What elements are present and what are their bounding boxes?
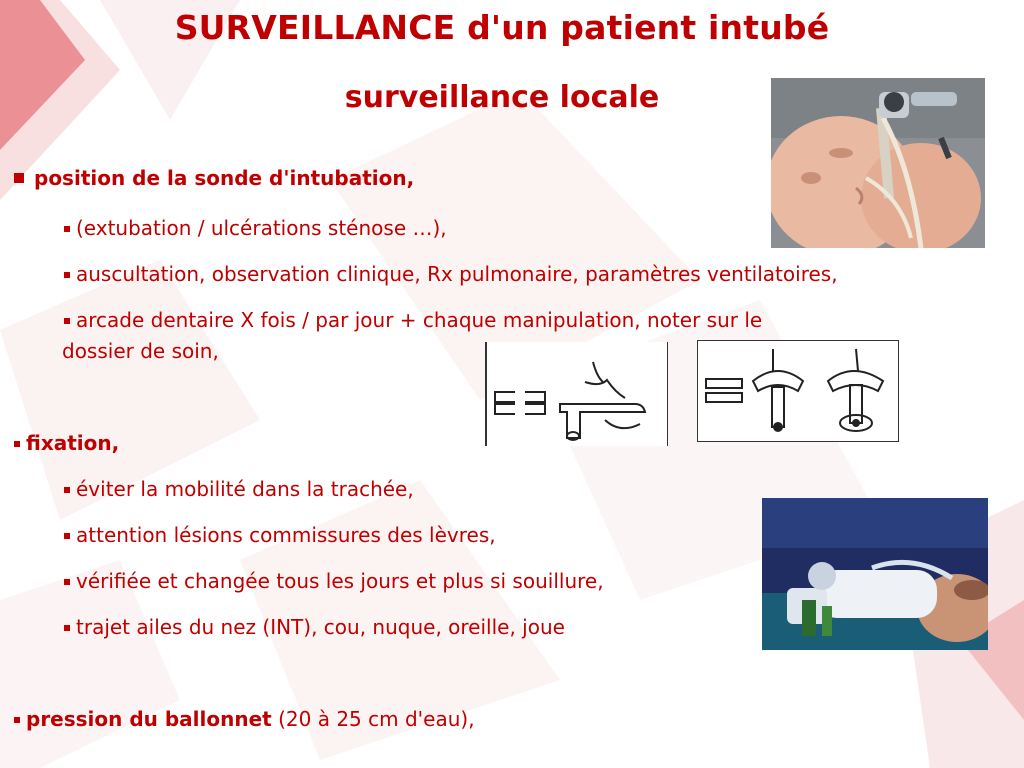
- list-item: vérifiée et changée tous les jours et plus si souillure,: [64, 567, 604, 595]
- section-heading-position: position de la sonde d'intubation,: [14, 164, 414, 192]
- fixation-diagram-lips: [485, 342, 668, 446]
- square-bullet-icon: [64, 533, 70, 539]
- square-bullet-icon: [64, 272, 70, 278]
- square-bullet-icon: [14, 717, 20, 723]
- square-bullet-icon: [64, 579, 70, 585]
- list-item: éviter la mobilité dans la trachée,: [64, 475, 414, 503]
- list-item-continuation: dossier de soin,: [62, 339, 219, 363]
- list-item: trajet ailes du nez (INT), cou, nuque, oreille, joue: [64, 613, 565, 641]
- slide-title: SURVEILLANCE d'un patient intubé: [174, 8, 830, 47]
- slide-subtitle: surveillance locale: [344, 80, 660, 115]
- list-item: arcade dentaire X fois / par jour + chaque manipulation, noter sur le: [64, 306, 762, 334]
- square-bullet-icon: [64, 318, 70, 324]
- tube-fixation-bite-block-drawing: [698, 341, 898, 441]
- intubated-patient-photo: [762, 498, 988, 650]
- list-item: (extubation / ulcérations sténose …),: [64, 214, 447, 242]
- section-heading-pression: pression du ballonnet (20 à 25 cm d'eau),: [14, 705, 475, 733]
- square-bullet-icon: [64, 625, 70, 631]
- fixation-diagram-bite-block: [697, 340, 899, 442]
- square-bullet-icon: [64, 487, 70, 493]
- mannequin-photo: [771, 78, 985, 248]
- mannequin-head-image: [771, 78, 985, 248]
- list-item: attention lésions commissures des lèvres,: [64, 521, 496, 549]
- section-heading-fixation: fixation,: [14, 429, 119, 457]
- square-bullet-icon: [14, 441, 20, 447]
- square-bullet-icon: [14, 173, 24, 183]
- intubated-patient-image: [762, 498, 988, 650]
- list-item: auscultation, observation clinique, Rx pulmonaire, paramètres ventilatoires,: [64, 260, 838, 288]
- square-bullet-icon: [64, 226, 70, 232]
- tube-fixation-lips-drawing: [485, 342, 667, 446]
